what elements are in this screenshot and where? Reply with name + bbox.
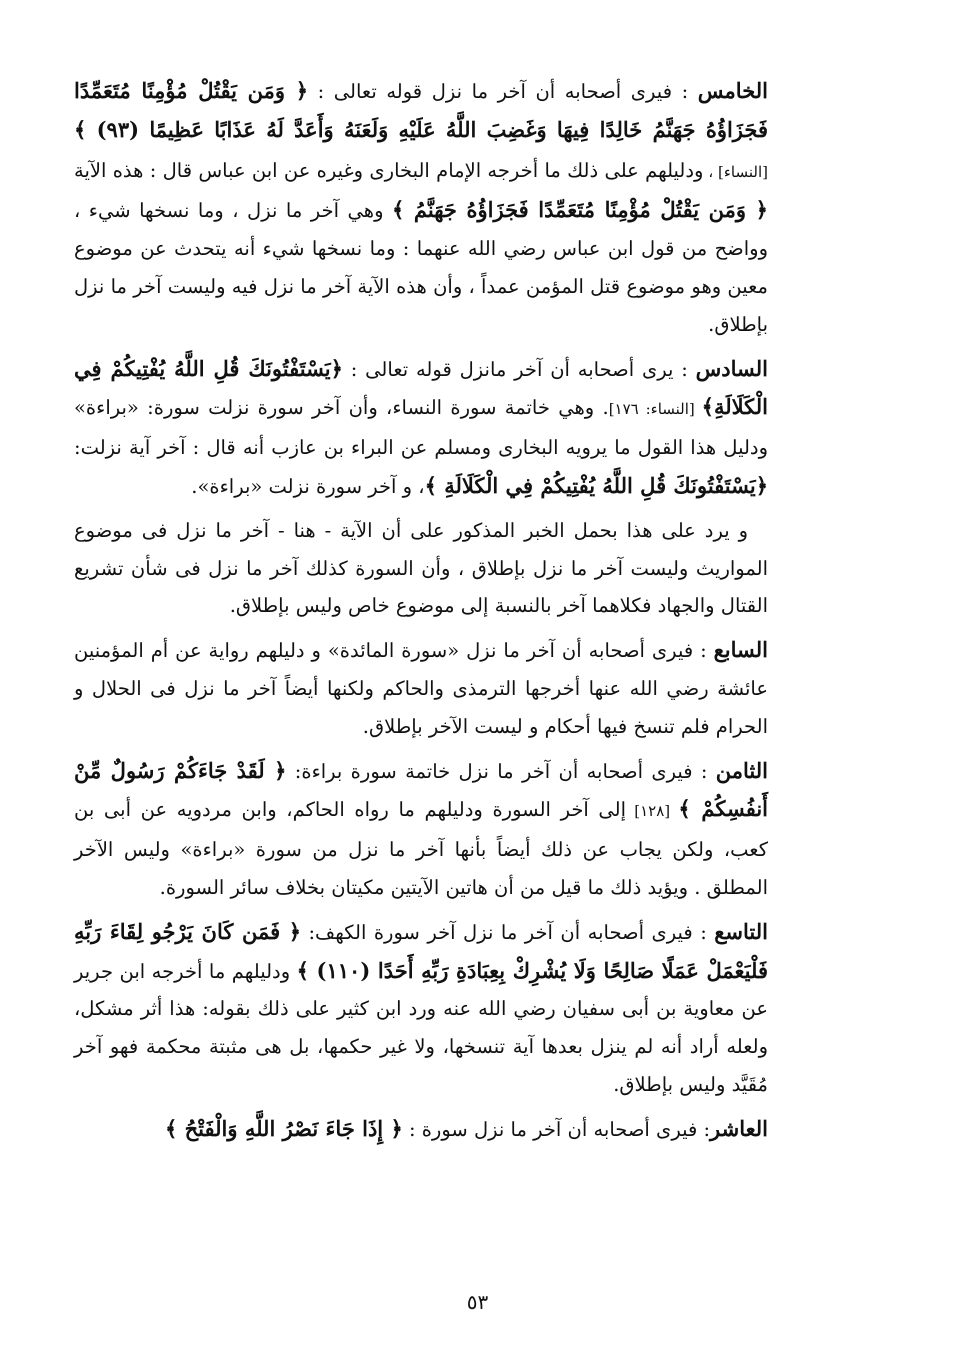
section-term: الثامن: [715, 757, 768, 783]
paragraph-text: ، و آخر سورة نزلت «براءة».: [191, 474, 425, 498]
paragraph-text: : يرى أصحابه أن آخر مانزل قوله تعالى :: [342, 357, 696, 381]
section-term: التاسع: [714, 918, 768, 944]
paragraph-text: : فيرى أصحابه أن آخر ما نزل قوله تعالى :: [308, 80, 698, 103]
paragraph-text: : فيرى أصحابه أن آخر ما نزل خاتمة سورة براءة:: [286, 759, 716, 783]
paragraph-text: : فيرى أصحابه أن آخر ما نزل «سورة المائدة» و دليلهم رواية عن أم المؤمنين عائشة رضي الله عنها أخرجها الترمذى والحاكم ولكنها أيضاً آخر ما نزل فى الحلال و الحرام فلم تنسخ فيها أحكام و ليست الآخر بإطلاق.: [74, 639, 768, 738]
quran-verse: ﴿ وَمَن يَقْتُلْ مُؤْمِنًا مُتَعَمِّدًا فَجَزَاؤُهُ جَهَنَّمُ ﴾: [392, 197, 768, 223]
paragraph-sixth: [74, 350, 768, 506]
paragraph-text: ودليلهم على ذلك ما أخرجه الإمام البخارى وغيره عن ابن عباس قال : هذه الآية: [74, 158, 704, 182]
quran-verse: ﴿ وَمَن يَقْتُلْ مُؤْمِنًا مُتَعَمِّدًا فَجَزَاؤُهُ جَهَنَّمُ خَالِدًا فِيهَا وَغَضِبَ اللَّهُ عَلَيْهِ وَلَعَنَهُ وَأَعَدَّ لَهُ عَذَابًا عَظِيمًا (٩٣) ﴾: [74, 78, 768, 142]
quran-verse: ﴿ فَمَن كَانَ يَرْجُو لِقَاءَ رَبِّهِ فَلْيَعْمَلْ عَمَلًا صَالِحًا وَلَا يُشْرِكْ بِعِبَادَةِ رَبِّهِ أَحَدًا (١١٠) ﴾: [74, 918, 768, 983]
paragraph-text: و يرد على هذا بحمل الخبر المذكور على أن الآية - هنا - آخر ما نزل فى موضوع المواريث وليست آخر ما نزل بإطلاق ، وأن السورة كذلك آخر ما نزل فى شأن تشريع القتال والجهاد فكلاهما آخر بالنسبة إلى موضوع خاص وليس بإطلاق.: [74, 518, 768, 618]
paragraph-fifth: [74, 72, 768, 344]
paragraph-text: . وهي خاتمة سورة النساء، وأن آخر سورة نزلت سورة: «براءة» ودليل هذا القول ما يرويه البخارى ومسلم عن البراء بن عازب أنه قال : آخر آية نزلت:: [74, 396, 768, 460]
section-term: السابع: [713, 637, 768, 663]
verse-reference: [١٢٨]: [626, 802, 679, 821]
quran-verse: ﴿يَسْتَفْتُونَكَ قُلِ اللَّهُ يُفْتِيكُمْ فِي الْكَلَالَةِ ﴾: [424, 472, 768, 498]
paragraph-text: إلى آخر السورة ودليلهم ما رواه الحاكم، وابن مردويه عن أبى بن كعب، ولكن يجاب عن ذلك أيضاً بأنها آخر ما نزل من سورة «براءة» وليس الآخر المطلق . ويؤيد ذلك ما قيل من أن هاتين الآيتين مكيتان بخلاف سائر السورة.: [74, 798, 768, 899]
page-number: ٥٣: [466, 1290, 489, 1314]
paragraph-text: : فيرى أصحابه أن آخر ما نزل آخر سورة الكهف:: [301, 920, 715, 944]
paragraph-text: وهي آخر ما نزل ، وما نسخها شيء ، وواضح من قول ابن عباس رضي الله عنهما : وما نسخها شيء أنه يتحدث عن موضوع معين وهو موضوع قتل المؤمن عمداً ، وأن هذه الآية آخر ما نزل فيه وليست آخر ما نزل بإطلاق.: [74, 199, 768, 336]
page-body: [74, 72, 768, 1155]
verse-reference: [النساء] ،: [703, 162, 769, 181]
paragraph-ninth: [74, 913, 768, 1104]
section-term: العاشر: [710, 1115, 768, 1141]
quran-verse: ﴿يَسْتَفْتُونَكَ قُلِ اللَّهُ يُفْتِيكُمْ فِي الْكَلَالَةِ﴾: [74, 355, 768, 420]
section-term: الخامس: [697, 78, 768, 103]
paragraph-reply: [74, 512, 768, 625]
paragraph-tenth: [74, 1110, 768, 1149]
paragraph-text: ودليلهم ما أخرجه ابن جرير عن معاوية بن أبى سفيان رضي الله عنه ورد ابن كثير على ذلك بقوله: هذا أثر مشكل، ولعله أراد أنه لم ينزل بعدها آية تنسخها، ولا غير حكمها، بل هى مثبتة محكمة فهو آخر مُقَيَّد وليس بإطلاق.: [74, 959, 768, 1096]
paragraph-seventh: [74, 631, 768, 745]
verse-reference: [النساء: ١٧٦]: [608, 400, 702, 419]
quran-verse: ﴿ إِذَا جَاءَ نَصْرُ اللَّهِ وَالْفَتْحُ ﴾: [165, 1115, 403, 1141]
paragraph-text: : فيرى أصحابه أن آخر ما نزل سورة :: [402, 1117, 711, 1141]
quran-verse: ﴿ لَقَدْ جَاءَكُمْ رَسُولٌ مِّنْ أَنفُسِكُمْ ﴾: [74, 757, 769, 822]
paragraph-eighth: [74, 752, 768, 907]
section-term: السادس: [695, 355, 768, 381]
